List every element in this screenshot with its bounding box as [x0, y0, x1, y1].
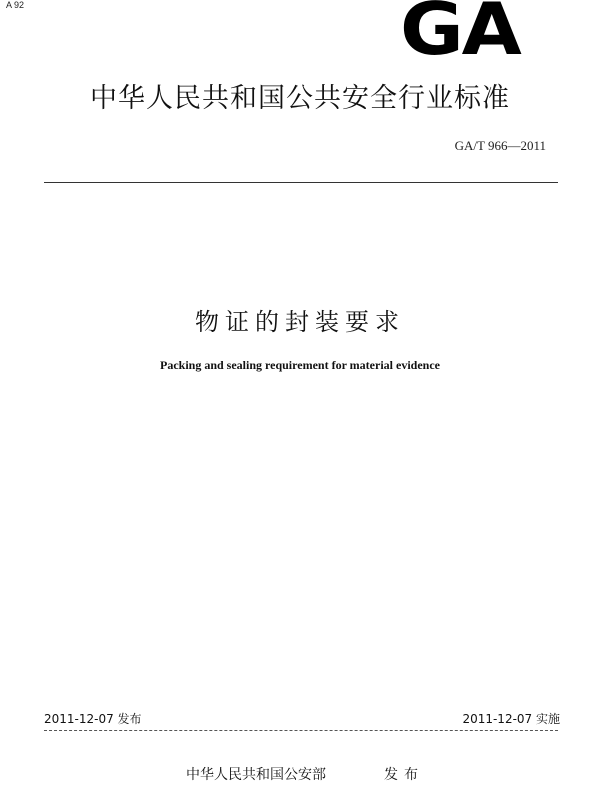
standard-number: GA/T 966—2011 — [454, 138, 546, 153]
issuing-authority: 中华人民共和国公安部 — [186, 767, 326, 783]
footer-divider — [44, 730, 558, 731]
standard-category-title: 中华人民共和国公共安全行业标准 — [90, 83, 510, 114]
issue-label: 发布 — [384, 767, 424, 783]
publish-date: 2011-12-07 发布 — [44, 712, 142, 726]
header-divider — [44, 182, 558, 183]
document-title-en: Packing and sealing requirement for material evidence — [160, 358, 440, 372]
document-title-cn: 物证的封装要求 — [195, 308, 405, 336]
implement-date: 2011-12-07 实施 — [462, 712, 560, 726]
classification-code: A 92 — [6, 0, 25, 10]
ga-logo: GA — [400, 0, 520, 58]
